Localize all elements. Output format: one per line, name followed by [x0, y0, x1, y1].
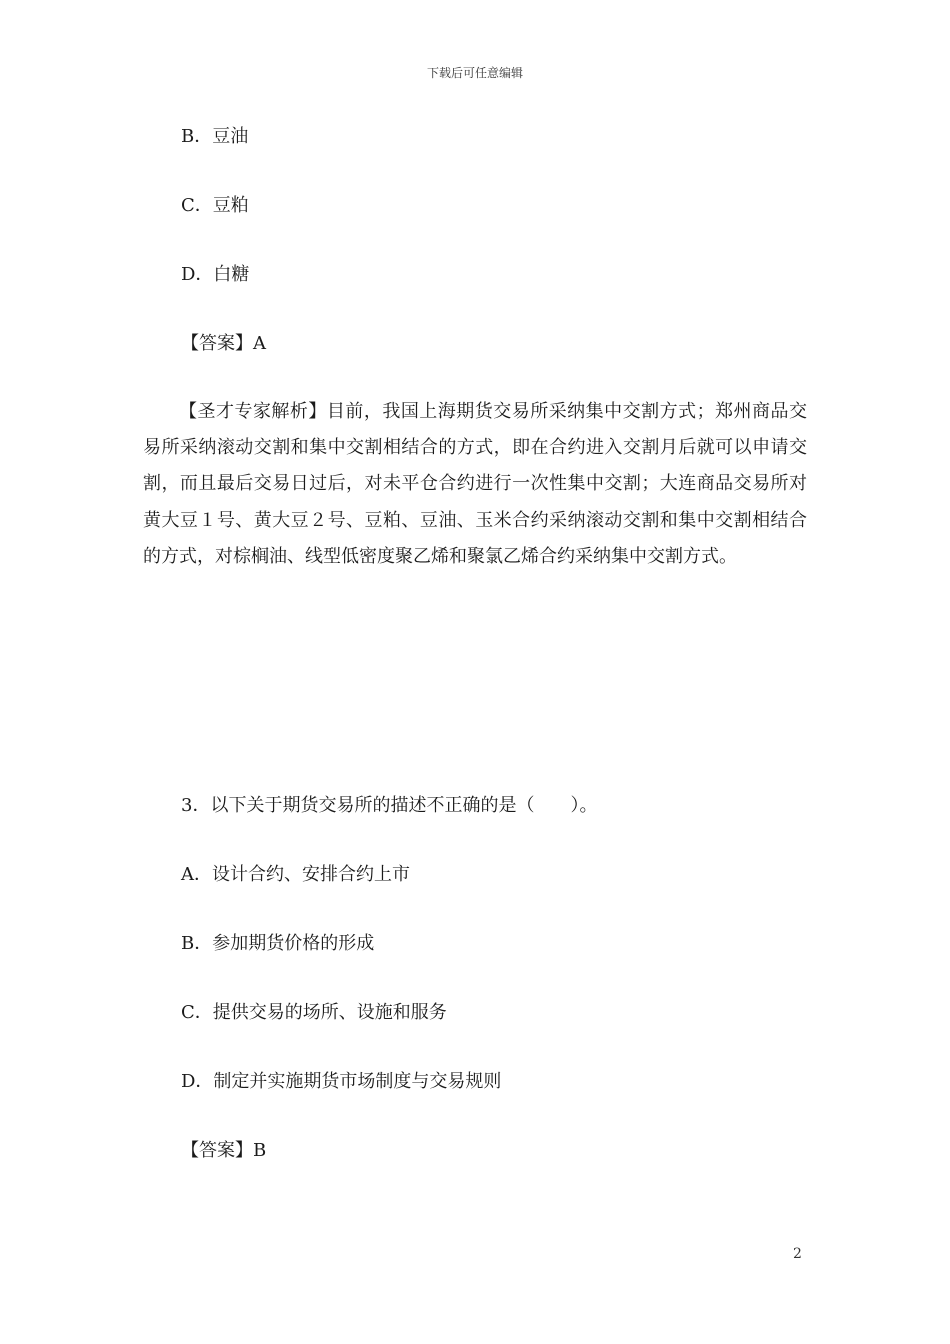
page-number: 2 — [793, 1246, 802, 1262]
q2-answer: 【答案】A — [181, 333, 266, 354]
q2-option-c: C．豆粕 — [181, 195, 249, 216]
q2-option-d: D．白糖 — [181, 264, 250, 285]
q3-answer: 【答案】B — [181, 1140, 267, 1161]
q2-analysis: 【圣才专家解析】目前，我国上海期货交易所采纳集中交割方式；郑州商品交易所采纳滚动交割和集中交割相结合的方式，即在合约进入交割月后就可以申请交割，而且最后交易日过后，对未平仓合约进行一次性集中交割；大连商品交易所对黄大豆１号、黄大豆２号、豆粕、豆油、玉米合约采纳滚动交割和集中交割相结合的方式，对棕榈油、线型低密度聚乙烯和聚氯乙烯合约采纳集中交割方式。 — [143, 401, 807, 567]
q3-option-b: B．参加期货价格的形成 — [181, 933, 375, 954]
header-note: 下载后可任意编辑 — [426, 66, 523, 80]
q3-option-a: A．设计合约、安排合约上市 — [181, 864, 410, 885]
q3-option-c: C．提供交易的场所、设施和服务 — [181, 1002, 447, 1023]
q2-option-b: B．豆油 — [181, 126, 249, 147]
q3-question: 3．以下关于期货交易所的描述不正确的是（ ）。 — [181, 795, 598, 816]
q3-option-d: D．制定并实施期货市场制度与交易规则 — [181, 1071, 502, 1092]
